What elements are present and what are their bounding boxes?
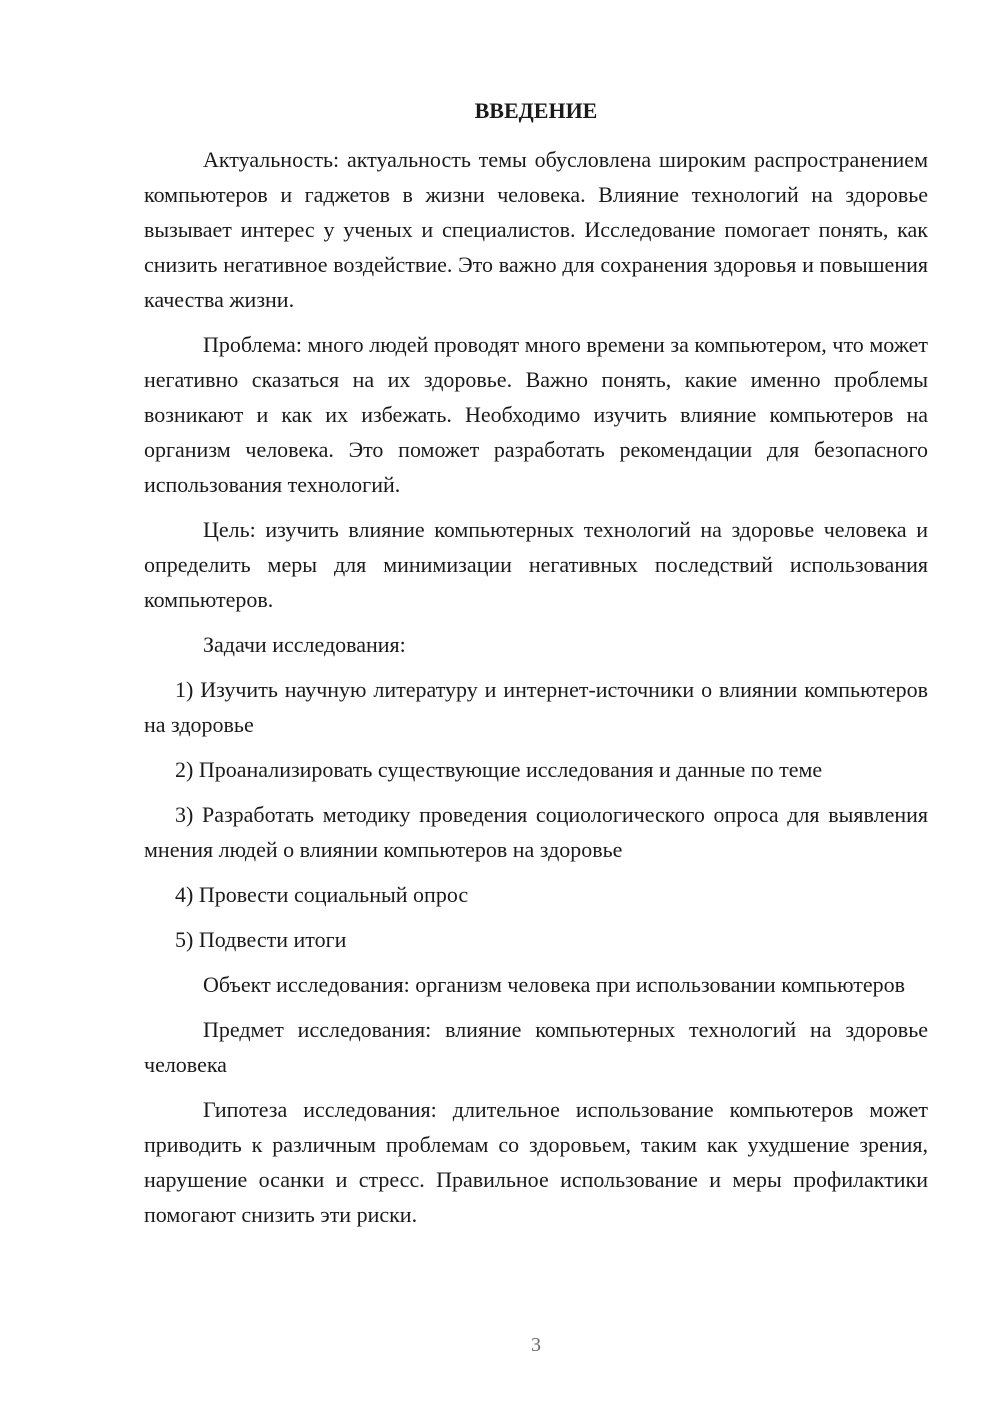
paragraph-relevance: Актуальность: актуальность темы обусловлена широким распространением компьютеров и гаджетов в жизни человека. Влияние технологий на здоровье вызывает интерес у ученых и специалистов. Исследование помогает понять, как снизить негативное воздействие. Это важно для сохранения здоровья и повышения качества жизни. <box>144 147 928 312</box>
page-number: 3 <box>531 1334 541 1356</box>
paragraph-hypothesis: Гипотеза исследования: длительное использование компьютеров может приводить к различным проблемам со здоровьем, таким как ухудшение зрения, нарушение осанки и стресс. Правильное использование и меры профилактики помогают снизить эти риски. <box>144 1097 928 1227</box>
paragraph-subject: Предмет исследования: влияние компьютерных технологий на здоровье человека <box>144 1017 928 1077</box>
paragraph-problem: Проблема: много людей проводят много времени за компьютером, что может негативно сказаться на их здоровье. Важно понять, какие именно проблемы возникают и как их избежать. Необходимо изучить влияние компьютеров на организм человека. Это поможет разработать рекомендации для безопасного использования технологий. <box>144 332 928 497</box>
document-body <box>144 142 928 1242</box>
task-item-4: 4) Провести социальный опрос <box>175 882 469 907</box>
task-item-1: 1) Изучить научную литературу и интернет-источники о влиянии компьютеров на здоровье <box>144 677 928 737</box>
task-item-3: 3) Разработать методику проведения социологического опроса для выявления мнения людей о влиянии компьютеров на здоровье <box>144 802 928 862</box>
paragraph-tasks-intro: Задачи исследования: <box>203 632 406 657</box>
paragraph-object: Объект исследования: организм человека при использовании компьютеров <box>203 972 905 997</box>
document-page <box>144 0 928 1414</box>
paragraph-goal: Цель: изучить влияние компьютерных технологий на здоровье человека и определить меры для минимизации негативных последствий использования компьютеров. <box>144 517 928 612</box>
page-title: ВВЕДЕНИЕ <box>474 98 598 123</box>
task-item-5: 5) Подвести итоги <box>175 927 347 952</box>
task-item-2: 2) Проанализировать существующие исследования и данные по теме <box>175 757 823 782</box>
